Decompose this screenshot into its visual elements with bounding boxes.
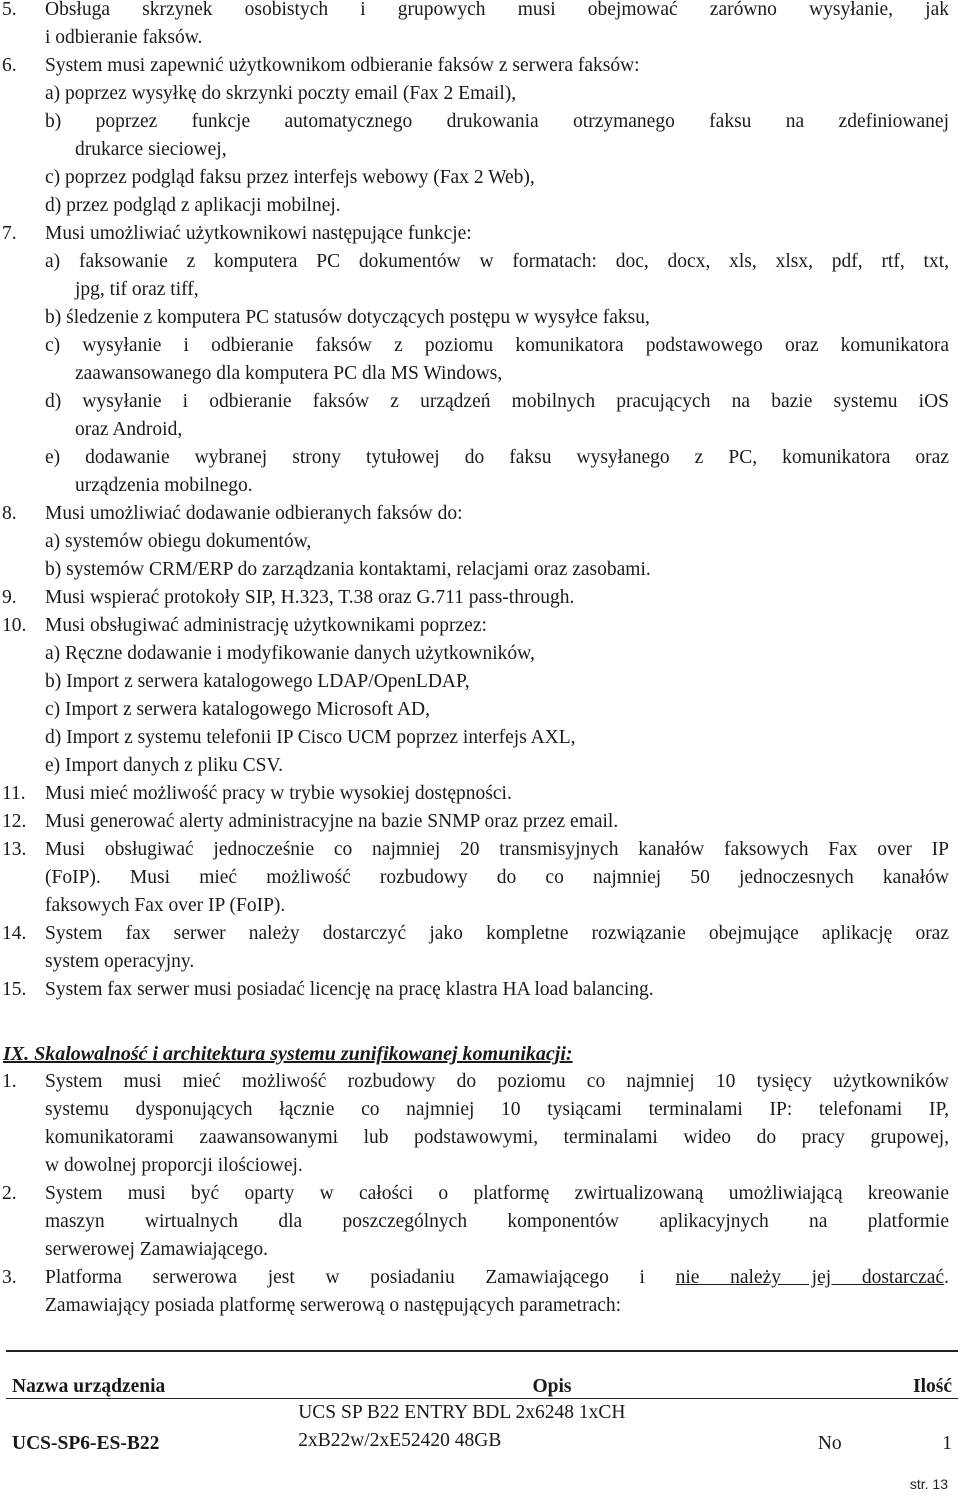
sub-item: c) wysyłanie i odbieranie faksów z poziomu komunikatora podstawowego oraz komunikatora <box>45 335 949 356</box>
list-item-text: faksowych Fax over IP (FoIP). <box>45 895 286 916</box>
column-header: Ilość <box>812 1351 958 1399</box>
list-number: 13. <box>2 839 27 860</box>
list-item-text <box>45 1264 949 1292</box>
list-item-text: system operacyjny. <box>45 951 195 972</box>
sub-item: b) śledzenie z komputera PC statusów dotyczących postępu w wysyłce faksu, <box>45 307 650 328</box>
sub-item: a) systemów obiegu dokumentów, <box>45 531 312 552</box>
underlined-phrase: nie należy jej dostarczać <box>675 1267 945 1288</box>
list-number: 8. <box>2 503 17 524</box>
list-number: 9. <box>2 587 17 608</box>
list-item-text: maszyn wirtualnych dla poszczególnych komponentów aplikacyjnych na platformie <box>45 1211 949 1232</box>
sub-item: jpg, tif oraz tiff, <box>75 279 199 300</box>
list-item-text: Musi obsługiwać administrację użytkownikami poprzez: <box>45 615 487 636</box>
sub-item: b) systemów CRM/ERP do zarządzania kontaktami, relacjami oraz zasobami. <box>45 559 651 580</box>
table-header-row <box>6 1351 958 1399</box>
list-number: 7. <box>2 223 17 244</box>
description-cell <box>292 1399 812 1456</box>
sub-item: e) Import danych z pliku CSV. <box>45 755 283 776</box>
list-number: 6. <box>2 55 17 76</box>
list-item-text: System musi być oparty w całości o platformę zwirtualizowaną umożliwiającą kreowanie <box>45 1183 949 1204</box>
column-header: Nazwa urządzenia <box>6 1351 292 1399</box>
list-number: 11. <box>2 783 26 804</box>
list-item-text: (FoIP). Musi mieć możliwość rozbudowy do co najmniej 50 jednoczesnych kanałów <box>45 867 949 888</box>
unit-cell: No <box>817 1433 842 1454</box>
sub-item: drukarce sieciowej, <box>75 139 227 160</box>
table-row <box>6 1399 958 1456</box>
list-number: 2. <box>2 1183 17 1204</box>
device-table <box>6 1350 958 1455</box>
sub-item: d) przez podgląd z aplikacji mobilnej. <box>45 195 341 216</box>
list-item-text: Musi umożliwiać dodawanie odbieranych faksów do: <box>45 503 463 524</box>
sub-item: a) Ręczne dodawanie i modyfikowanie danych użytkowników, <box>45 643 535 664</box>
list-number: 3. <box>2 1267 17 1288</box>
list-item-text: serwerowej Zamawiającego. <box>45 1239 269 1260</box>
list-item-text: Obsługa skrzynek osobistych i grupowych musi obejmować zarówno wysyłanie, jak <box>45 0 949 20</box>
sub-item: b) Import z serwera katalogowego LDAP/OpenLDAP, <box>45 671 470 692</box>
device-name-cell: UCS-SP6-ES-B22 <box>12 1433 160 1454</box>
list-item-text: w dowolnej proporcji ilościowej. <box>45 1155 303 1176</box>
text-run: . <box>944 1267 949 1288</box>
list-item-text: i odbieranie faksów. <box>45 27 203 48</box>
list-item-text: System musi zapewnić użytkownikom odbieranie faksów z serwera faksów: <box>45 55 640 76</box>
sub-item: d) Import z systemu telefonii IP Cisco UCM poprzez interfejs AXL, <box>45 727 576 748</box>
sub-item: a) faksowanie z komputera PC dokumentów w formatach: doc, docx, xls, xlsx, pdf, rtf, txt, <box>45 251 949 272</box>
list-item-text: systemu dysponujących łącznie co najmniej 10 tysiącami terminalami IP: telefonami IP, <box>45 1099 949 1120</box>
list-item-text: System fax serwer należy dostarczyć jako kompletne rozwiązanie obejmujące aplikację oraz <box>45 923 949 944</box>
sub-item: zaawansowanego dla komputera PC dla MS Windows, <box>75 363 503 384</box>
quantity-cell: 1 <box>942 1433 952 1454</box>
sub-item: c) Import z serwera katalogowego Microsoft AD, <box>45 699 431 720</box>
sub-item: b) poprzez funkcje automatycznego drukowania otrzymanego faksu na zdefiniowanej <box>45 111 949 132</box>
sub-item: oraz Android, <box>75 419 183 440</box>
description-line: UCS SP B22 ENTRY BDL 2x6248 1xCH <box>298 1402 626 1423</box>
sub-item: c) poprzez podgląd faksu przez interfejs webowy (Fax 2 Web), <box>45 167 535 188</box>
sub-item: urządzenia mobilnego. <box>75 475 253 496</box>
list-number: 5. <box>2 0 17 20</box>
list-item-text: Musi umożliwiać użytkownikowi następujące funkcje: <box>45 223 472 244</box>
list-item-text: Zamawiający posiada platformę serwerową o następujących parametrach: <box>45 1295 622 1316</box>
sub-item: e) dodawanie wybranej strony tytułowej do faksu wysyłanego z PC, komunikatora oraz <box>45 447 949 468</box>
list-number: 10. <box>2 615 27 636</box>
list-item-text: System musi mieć możliwość rozbudowy do poziomu co najmniej 10 tysięcy użytkowników <box>45 1071 949 1092</box>
list-number: 1. <box>2 1071 17 1092</box>
list-number: 14. <box>2 923 27 944</box>
list-item-text: Musi wspierać protokoły SIP, H.323, T.38 oraz G.711 pass-through. <box>45 587 575 608</box>
section-heading: IX. Skalowalność i architektura systemu zunifikowanej komunikacji: <box>3 1043 573 1065</box>
list-item-text: Musi obsługiwać jednocześnie co najmniej 20 transmisyjnych kanałów faksowych Fax over IP <box>45 839 949 860</box>
list-item-text: Musi mieć możliwość pracy w trybie wysokiej dostępności. <box>45 783 512 804</box>
list-number: 12. <box>2 811 27 832</box>
list-item-text: System fax serwer musi posiadać licencję na pracę klastra HA load balancing. <box>45 979 654 1000</box>
sub-item: a) poprzez wysyłkę do skrzynki poczty email (Fax 2 Email), <box>45 83 517 104</box>
column-header: Opis <box>292 1351 812 1399</box>
list-number: 15. <box>2 979 27 1000</box>
page-number: str. 13 <box>909 1476 948 1492</box>
list-item-text: komunikatorami zaawansowanymi lub podstawowymi, terminalami wideo do pracy grupowej, <box>45 1127 949 1148</box>
description-line: 2xB22w/2xE52420 48GB <box>298 1430 502 1451</box>
list-item-text: Musi generować alerty administracyjne na bazie SNMP oraz przez email. <box>45 811 619 832</box>
sub-item: d) wysyłanie i odbieranie faksów z urządzeń mobilnych pracujących na bazie systemu iOS <box>45 391 949 412</box>
text-run: Platforma serwerowa jest w posiadaniu Zamawiającego i <box>45 1267 676 1288</box>
